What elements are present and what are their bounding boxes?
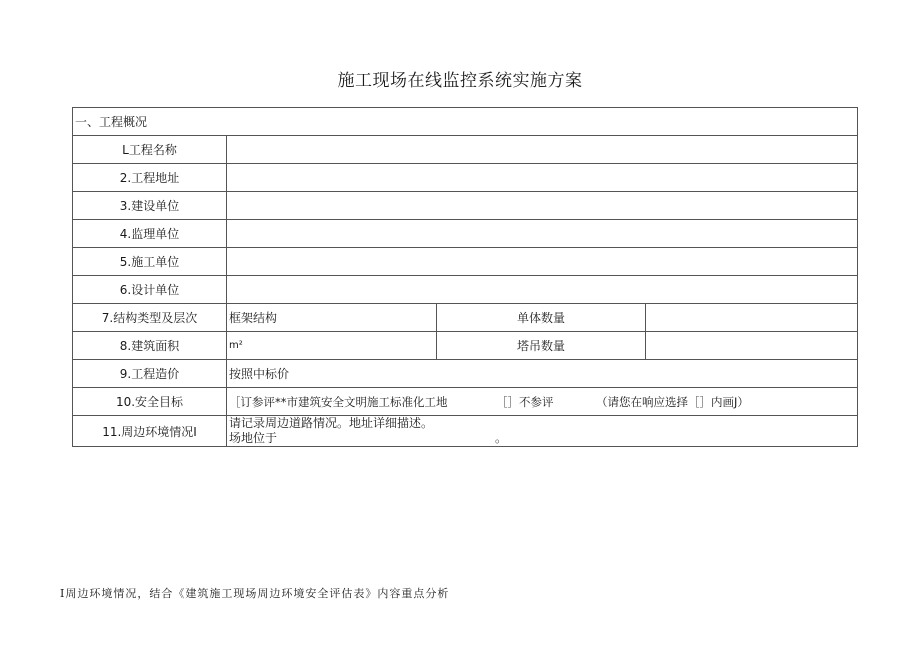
row-label: 7.结构类型及层次 bbox=[73, 304, 227, 332]
safety-row bbox=[73, 388, 858, 416]
project-address-field[interactable] bbox=[227, 164, 858, 192]
building-count-field[interactable] bbox=[646, 304, 858, 332]
contractor-unit-field[interactable] bbox=[227, 248, 858, 276]
project-name-field[interactable] bbox=[227, 136, 858, 164]
page-title: 施工现场在线监控系统实施方案 bbox=[337, 71, 583, 91]
tower-crane-count-field[interactable] bbox=[646, 332, 858, 360]
section-title: 一、工程概况 bbox=[73, 108, 858, 136]
structure-type-field[interactable]: 框架结构 bbox=[227, 304, 437, 332]
table-row bbox=[73, 220, 858, 248]
row-label: L工程名称 bbox=[73, 136, 227, 164]
safety-instruction: （请您在响应选择［］内画J） bbox=[596, 394, 749, 409]
row-label: 9.工程造价 bbox=[73, 360, 227, 388]
row-label: 3.建设单位 bbox=[73, 192, 227, 220]
table-row bbox=[73, 192, 858, 220]
safety-option-not-participate[interactable]: ［］不参评 bbox=[496, 394, 554, 409]
footnote: I周边环境情况，结合《建筑施工现场周边环境安全评估表》内容重点分析 bbox=[60, 587, 450, 600]
row-label: 2.工程地址 bbox=[73, 164, 227, 192]
table-row bbox=[73, 164, 858, 192]
row-label: 5.施工单位 bbox=[73, 248, 227, 276]
safety-option-participate[interactable]: ［订参评**市建筑安全文明施工标准化工地 bbox=[229, 394, 448, 409]
section-header-row bbox=[73, 108, 858, 136]
site-location-prefix: 场地位于 bbox=[229, 431, 278, 445]
building-area-field[interactable]: m² bbox=[227, 332, 437, 360]
row-label: 8.建筑面积 bbox=[73, 332, 227, 360]
table-row bbox=[73, 276, 858, 304]
row-label: 6.设计单位 bbox=[73, 276, 227, 304]
project-overview-table bbox=[72, 107, 858, 447]
row-label: 4.监理单位 bbox=[73, 220, 227, 248]
design-unit-field[interactable] bbox=[227, 276, 858, 304]
table-row bbox=[73, 248, 858, 276]
project-cost-field[interactable]: 按照中标价 bbox=[227, 360, 858, 388]
site-location-line bbox=[229, 431, 855, 446]
building-count-label: 单体数量 bbox=[437, 304, 646, 332]
table-row bbox=[73, 136, 858, 164]
environment-field[interactable] bbox=[227, 416, 858, 447]
environment-instruction: 请记录周边道路情况。地址详细描述。 bbox=[229, 416, 434, 430]
site-location-suffix: 。 bbox=[495, 431, 508, 445]
structure-row bbox=[73, 304, 858, 332]
construction-unit-field[interactable] bbox=[227, 192, 858, 220]
row-label: 11.周边环境情况I bbox=[73, 416, 227, 447]
tower-crane-count-label: 塔吊数量 bbox=[437, 332, 646, 360]
row-label: 10.安全目标 bbox=[73, 388, 227, 416]
safety-goal-options bbox=[227, 388, 858, 416]
supervision-unit-field[interactable] bbox=[227, 220, 858, 248]
cost-row bbox=[73, 360, 858, 388]
environment-row bbox=[73, 416, 858, 447]
area-row bbox=[73, 332, 858, 360]
